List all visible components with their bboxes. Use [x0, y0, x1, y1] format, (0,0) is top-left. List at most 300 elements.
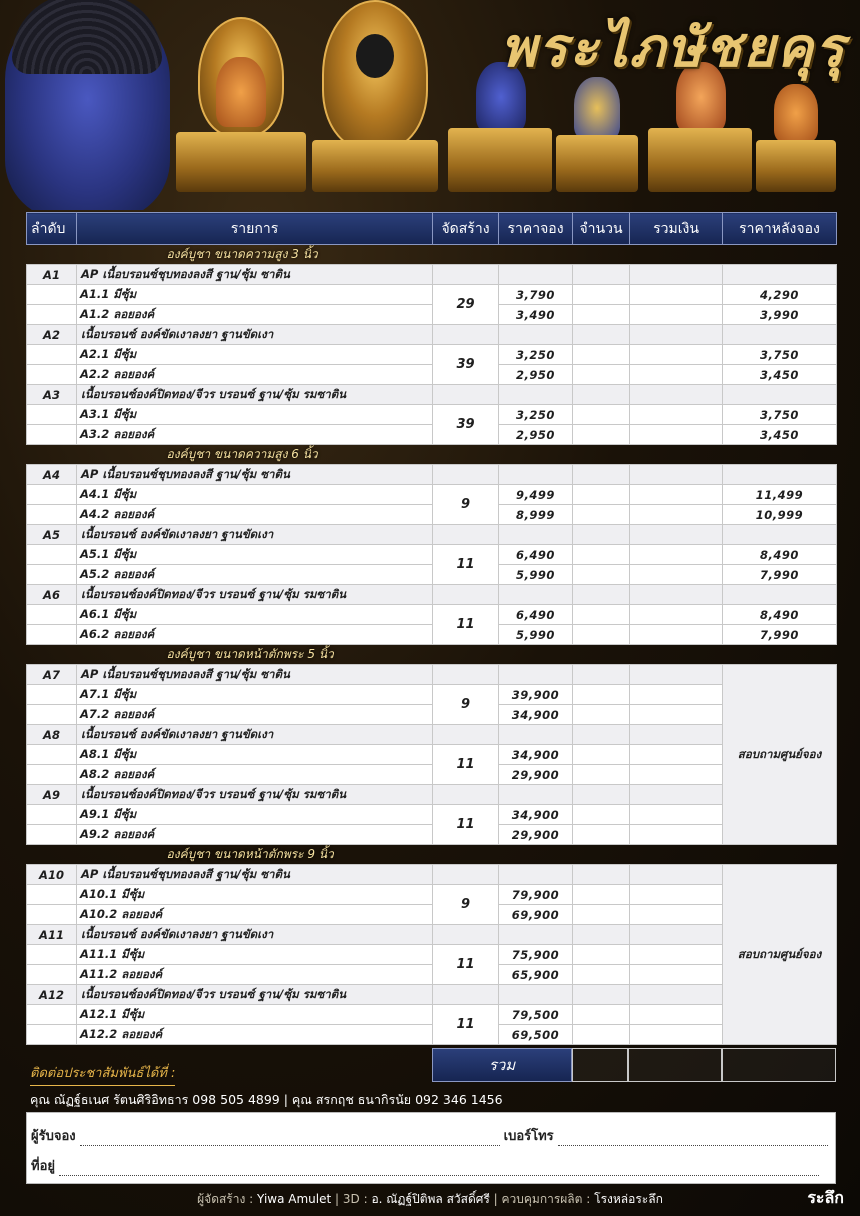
receiver-label: ผู้รับจอง — [31, 1129, 76, 1144]
quantity-field[interactable] — [573, 965, 630, 985]
item-name: เนื้อบรอนซ์ องค์ขัดเงาลงยา ฐานขัดเงา — [77, 525, 433, 545]
phone-field[interactable] — [558, 1132, 828, 1146]
empty-cell — [573, 925, 630, 945]
created-quantity: 9 — [433, 485, 499, 525]
sub-item-name: A4.1 มีซุ้ม — [77, 485, 433, 505]
sub-item-name: A8.2 ลอยองค์ — [77, 765, 433, 785]
empty-cell — [27, 745, 77, 765]
header-after-price: ราคาหลังจอง — [723, 213, 837, 245]
empty-cell — [630, 865, 723, 885]
item-header-row — [27, 665, 837, 685]
quantity-field[interactable] — [573, 745, 630, 765]
item-code: A7 — [27, 665, 77, 685]
item-name: AP เนื้อบรอนซ์ชุบทองลงสี ฐาน/ซุ้ม ซาติน — [77, 665, 433, 685]
table-row — [27, 425, 837, 445]
empty-cell — [630, 465, 723, 485]
empty-cell — [27, 1005, 77, 1025]
ask-center-note: สอบถามศูนย์จอง — [723, 665, 837, 845]
created-quantity: 11 — [433, 945, 499, 985]
empty-cell — [573, 525, 630, 545]
empty-cell — [433, 265, 499, 285]
empty-cell — [630, 525, 723, 545]
table-row — [27, 505, 837, 525]
empty-cell — [630, 325, 723, 345]
item-name: เนื้อบรอนซ์ องค์ขัดเงาลงยา ฐานขัดเงา — [77, 925, 433, 945]
quantity-field[interactable] — [573, 405, 630, 425]
preorder-price: 29,900 — [499, 825, 573, 845]
amount-field[interactable] — [630, 485, 723, 505]
section-title-row — [27, 645, 837, 665]
total-after-field — [722, 1048, 836, 1082]
table-header — [27, 213, 837, 245]
page-title: พระไภษัชยคุรุ — [500, 15, 846, 79]
amount-field[interactable] — [630, 905, 723, 925]
empty-cell — [27, 345, 77, 365]
amount-field[interactable] — [630, 405, 723, 425]
empty-cell — [499, 385, 573, 405]
empty-cell — [27, 605, 77, 625]
total-amount-field[interactable] — [628, 1048, 722, 1082]
item-code: A5 — [27, 525, 77, 545]
foundry-logo: ระลึก — [807, 1188, 844, 1207]
amount-field[interactable] — [630, 1005, 723, 1025]
quantity-field[interactable] — [573, 425, 630, 445]
empty-cell — [27, 405, 77, 425]
header-preorder-price: ราคาจอง — [499, 213, 573, 245]
quantity-field[interactable] — [573, 705, 630, 725]
created-quantity: 11 — [433, 745, 499, 785]
quantity-field[interactable] — [573, 285, 630, 305]
production-name: โรงหล่อระลึก — [594, 1192, 663, 1206]
empty-cell — [27, 825, 77, 845]
empty-cell — [27, 625, 77, 645]
sub-item-name: A6.1 มีซุ้ม — [77, 605, 433, 625]
item-code: A8 — [27, 725, 77, 745]
preorder-price: 2,950 — [499, 425, 573, 445]
sub-item-name: A11.2 ลอยองค์ — [77, 965, 433, 985]
receiver-row — [31, 1125, 832, 1146]
table-row — [27, 805, 837, 825]
empty-cell — [27, 1025, 77, 1045]
buddha-hair-image — [12, 0, 162, 74]
preorder-price: 34,900 — [499, 705, 573, 725]
quantity-field[interactable] — [573, 485, 630, 505]
amount-field[interactable] — [630, 305, 723, 325]
section-title: องค์บูชา ขนาดความสูง 3 นิ้ว — [166, 247, 318, 261]
section-title: องค์บูชา ขนาดความสูง 6 นิ้ว — [166, 447, 318, 461]
preorder-price: 2,950 — [499, 365, 573, 385]
item-code: A1 — [27, 265, 77, 285]
empty-cell — [630, 925, 723, 945]
sub-item-name: A9.1 มีซุ้ม — [77, 805, 433, 825]
table-row — [27, 625, 837, 645]
preorder-price: 29,900 — [499, 765, 573, 785]
item-name: AP เนื้อบรอนซ์ชุบทองลงสี ฐาน/ซุ้ม ซาติน — [77, 265, 433, 285]
amount-field[interactable] — [630, 885, 723, 905]
item-name: เนื้อบรอนซ์ องค์ขัดเงาลงยา ฐานขัดเงา — [77, 725, 433, 745]
amount-field[interactable] — [630, 745, 723, 765]
after-price: 4,290 — [723, 285, 837, 305]
empty-cell — [27, 685, 77, 705]
amount-field[interactable] — [630, 425, 723, 445]
empty-cell — [499, 525, 573, 545]
preorder-price: 79,900 — [499, 885, 573, 905]
quantity-field[interactable] — [573, 1005, 630, 1025]
item-code: A6 — [27, 585, 77, 605]
footer-credits: ผู้จัดสร้าง : Yiwa Amulet | 3D : อ. ณัฏฐ์ปิติพล สวัสดิ์ศรี | ควบคุมการผลิต : โรงหล่อระลึก — [197, 1192, 663, 1206]
preorder-price: 8,999 — [499, 505, 573, 525]
amount-field[interactable] — [630, 705, 723, 725]
amount-field[interactable] — [630, 685, 723, 705]
empty-cell — [433, 785, 499, 805]
empty-cell — [499, 725, 573, 745]
empty-cell — [27, 305, 77, 325]
item-code: A12 — [27, 985, 77, 1005]
sub-item-name: A1.2 ลอยองค์ — [77, 305, 433, 325]
empty-cell — [723, 525, 837, 545]
table-row — [27, 905, 837, 925]
empty-cell — [573, 325, 630, 345]
empty-cell — [27, 545, 77, 565]
quantity-field[interactable] — [573, 945, 630, 965]
item-name: AP เนื้อบรอนซ์ชุบทองลงสี ฐาน/ซุ้ม ซาติน — [77, 865, 433, 885]
after-price: 3,450 — [723, 365, 837, 385]
empty-cell — [27, 485, 77, 505]
item-header-row — [27, 725, 837, 745]
table-row — [27, 485, 837, 505]
item-header-row — [27, 985, 837, 1005]
empty-cell — [27, 365, 77, 385]
amount-field[interactable] — [630, 365, 723, 385]
sub-item-name: A10.2 ลอยองค์ — [77, 905, 433, 925]
empty-cell — [573, 385, 630, 405]
empty-cell — [27, 945, 77, 965]
item-header-row — [27, 465, 837, 485]
table-row — [27, 685, 837, 705]
empty-cell — [433, 985, 499, 1005]
amount-field[interactable] — [630, 945, 723, 965]
empty-cell — [723, 585, 837, 605]
item-header-row — [27, 585, 837, 605]
header-order: ลำดับ — [27, 213, 77, 245]
preorder-price: 6,490 — [499, 605, 573, 625]
price-table — [26, 212, 836, 1045]
creator-label: ผู้จัดสร้าง : — [197, 1192, 254, 1206]
sub-item-name: A8.1 มีซุ้ม — [77, 745, 433, 765]
empty-cell — [27, 285, 77, 305]
preorder-price: 3,250 — [499, 345, 573, 365]
creator-name: Yiwa Amulet — [257, 1192, 332, 1206]
preorder-price: 39,900 — [499, 685, 573, 705]
empty-cell — [433, 465, 499, 485]
quantity-field[interactable] — [573, 605, 630, 625]
after-price: 10,999 — [723, 505, 837, 525]
sub-item-name: A1.1 มีซุ้ม — [77, 285, 433, 305]
amount-field[interactable] — [630, 765, 723, 785]
production-label: ควบคุมการผลิต : — [501, 1192, 591, 1206]
empty-cell — [723, 265, 837, 285]
empty-cell — [630, 385, 723, 405]
statue-image-1 — [176, 17, 306, 192]
header-item: รายการ — [77, 213, 433, 245]
section-title-row — [27, 445, 837, 465]
item-name: เนื้อบรอนซ์องค์ปิดทอง/จีวร บรอนซ์ ฐาน/ซุ้ม รมซาติน — [77, 985, 433, 1005]
order-form — [26, 1112, 836, 1184]
quantity-field[interactable] — [573, 885, 630, 905]
statue-image-6 — [756, 84, 836, 192]
preorder-price: 9,499 — [499, 485, 573, 505]
empty-cell — [27, 565, 77, 585]
item-name: เนื้อบรอนซ์ องค์ขัดเงาลงยา ฐานขัดเงา — [77, 325, 433, 345]
sub-item-name: A6.2 ลอยองค์ — [77, 625, 433, 645]
created-quantity: 11 — [433, 545, 499, 585]
receiver-field[interactable] — [80, 1132, 500, 1146]
section-title-row — [27, 845, 837, 865]
sub-item-name: A7.2 ลอยองค์ — [77, 705, 433, 725]
quantity-field[interactable] — [573, 1025, 630, 1045]
quantity-field[interactable] — [573, 505, 630, 525]
empty-cell — [499, 665, 573, 685]
created-quantity: 11 — [433, 605, 499, 645]
amount-field[interactable] — [630, 285, 723, 305]
created-quantity: 11 — [433, 805, 499, 845]
empty-cell — [630, 585, 723, 605]
header-quantity: จำนวน — [573, 213, 630, 245]
quantity-field[interactable] — [573, 765, 630, 785]
empty-cell — [433, 385, 499, 405]
amount-field[interactable] — [630, 825, 723, 845]
empty-cell — [573, 265, 630, 285]
sub-item-name: A5.1 มีซุ้ม — [77, 545, 433, 565]
empty-cell — [573, 665, 630, 685]
quantity-field[interactable] — [573, 565, 630, 585]
preorder-price: 69,500 — [499, 1025, 573, 1045]
sub-item-name: A3.1 มีซุ้ม — [77, 405, 433, 425]
item-code: A11 — [27, 925, 77, 945]
quantity-field[interactable] — [573, 685, 630, 705]
preorder-price: 5,990 — [499, 625, 573, 645]
sub-item-name: A10.1 มีซุ้ม — [77, 885, 433, 905]
after-price: 11,499 — [723, 485, 837, 505]
empty-cell — [27, 765, 77, 785]
preorder-price: 6,490 — [499, 545, 573, 565]
empty-cell — [573, 585, 630, 605]
empty-cell — [630, 725, 723, 745]
empty-cell — [573, 865, 630, 885]
section-title: องค์บูชา ขนาดหน้าตักพระ 5 นิ้ว — [166, 647, 334, 661]
table-row — [27, 605, 837, 625]
empty-cell — [573, 465, 630, 485]
design-label: 3D : — [342, 1192, 368, 1206]
preorder-price: 5,990 — [499, 565, 573, 585]
sub-item-name: A7.1 มีซุ้ม — [77, 685, 433, 705]
address-row — [31, 1155, 823, 1176]
item-header-row — [27, 925, 837, 945]
contact-line: คุณ ณัฏฐ์ธเนศ รัตนศิริอิทธาร 098 505 4899 | คุณ สรกฤช ธนากิรนัย 092 346 1456 — [30, 1092, 503, 1107]
created-quantity: 9 — [433, 685, 499, 725]
quantity-field[interactable] — [573, 905, 630, 925]
sub-item-name: A12.1 มีซุ้ม — [77, 1005, 433, 1025]
empty-cell — [433, 325, 499, 345]
section-title: องค์บูชา ขนาดหน้าตักพระ 9 นิ้ว — [166, 847, 334, 861]
empty-cell — [723, 465, 837, 485]
sub-item-name: A3.2 ลอยองค์ — [77, 425, 433, 445]
empty-cell — [573, 785, 630, 805]
table-row — [27, 1005, 837, 1025]
table-row — [27, 305, 837, 325]
item-header-row — [27, 525, 837, 545]
preorder-price: 34,900 — [499, 805, 573, 825]
empty-cell — [433, 525, 499, 545]
table-row — [27, 405, 837, 425]
table-row — [27, 765, 837, 785]
table-row — [27, 345, 837, 365]
after-price: 7,990 — [723, 625, 837, 645]
item-code: A2 — [27, 325, 77, 345]
table-row — [27, 565, 837, 585]
item-code: A4 — [27, 465, 77, 485]
item-header-row — [27, 265, 837, 285]
preorder-price: 3,790 — [499, 285, 573, 305]
table-row — [27, 945, 837, 965]
address-label: ที่อยู่ — [31, 1159, 55, 1174]
empty-cell — [499, 465, 573, 485]
amount-field[interactable] — [630, 625, 723, 645]
contact-label: ติดต่อประชาสัมพันธ์ได้ที่ : — [30, 1062, 175, 1086]
total-quantity-field[interactable] — [572, 1048, 628, 1082]
ask-center-note: สอบถามศูนย์จอง — [723, 865, 837, 1045]
quantity-field[interactable] — [573, 805, 630, 825]
empty-cell — [27, 885, 77, 905]
empty-cell — [27, 705, 77, 725]
after-price: 3,750 — [723, 405, 837, 425]
preorder-price: 69,900 — [499, 905, 573, 925]
header-created: จัดสร้าง — [433, 213, 499, 245]
empty-cell — [630, 665, 723, 685]
amount-field[interactable] — [630, 1025, 723, 1045]
sub-item-name: A2.2 ลอยองค์ — [77, 365, 433, 385]
after-price: 7,990 — [723, 565, 837, 585]
empty-cell — [27, 425, 77, 445]
empty-cell — [433, 585, 499, 605]
amount-field[interactable] — [630, 965, 723, 985]
created-quantity: 39 — [433, 345, 499, 385]
statue-image-4 — [556, 77, 638, 192]
item-name: เนื้อบรอนซ์องค์ปิดทอง/จีวร บรอนซ์ ฐาน/ซุ้ม รมซาติน — [77, 585, 433, 605]
quantity-field[interactable] — [573, 545, 630, 565]
sub-item-name: A12.2 ลอยองค์ — [77, 1025, 433, 1045]
created-quantity: 39 — [433, 405, 499, 445]
table-row — [27, 825, 837, 845]
item-code: A9 — [27, 785, 77, 805]
table-row — [27, 745, 837, 765]
after-price: 8,490 — [723, 605, 837, 625]
amount-field[interactable] — [630, 505, 723, 525]
quantity-field[interactable] — [573, 305, 630, 325]
table-row — [27, 365, 837, 385]
item-header-row — [27, 785, 837, 805]
empty-cell — [433, 665, 499, 685]
phone-label: เบอร์โทร — [503, 1129, 554, 1144]
after-price: 3,750 — [723, 345, 837, 365]
created-quantity: 11 — [433, 1005, 499, 1045]
empty-cell — [499, 985, 573, 1005]
sub-item-name: A9.2 ลอยองค์ — [77, 825, 433, 845]
empty-cell — [27, 905, 77, 925]
after-price: 3,450 — [723, 425, 837, 445]
empty-cell — [499, 325, 573, 345]
section-title-row — [27, 245, 837, 265]
item-header-row — [27, 325, 837, 345]
quantity-field[interactable] — [573, 625, 630, 645]
empty-cell — [723, 325, 837, 345]
after-price: 3,990 — [723, 305, 837, 325]
empty-cell — [630, 265, 723, 285]
quantity-field[interactable] — [573, 345, 630, 365]
empty-cell — [499, 785, 573, 805]
empty-cell — [27, 505, 77, 525]
empty-cell — [499, 265, 573, 285]
created-quantity: 9 — [433, 885, 499, 925]
item-header-row — [27, 865, 837, 885]
table-row — [27, 285, 837, 305]
sub-item-name: A4.2 ลอยองค์ — [77, 505, 433, 525]
empty-cell — [573, 985, 630, 1005]
empty-cell — [723, 385, 837, 405]
preorder-price: 75,900 — [499, 945, 573, 965]
table-row — [27, 885, 837, 905]
preorder-price: 34,900 — [499, 745, 573, 765]
item-name: AP เนื้อบรอนซ์ชุบทองลงสี ฐาน/ซุ้ม ซาติน — [77, 465, 433, 485]
empty-cell — [499, 925, 573, 945]
created-quantity: 29 — [433, 285, 499, 325]
preorder-price: 3,490 — [499, 305, 573, 325]
empty-cell — [433, 725, 499, 745]
preorder-price: 65,900 — [499, 965, 573, 985]
amount-field[interactable] — [630, 565, 723, 585]
item-name: เนื้อบรอนซ์องค์ปิดทอง/จีวร บรอนซ์ ฐาน/ซุ้ม รมซาติน — [77, 385, 433, 405]
table-row — [27, 705, 837, 725]
amount-field[interactable] — [630, 545, 723, 565]
header-total: รวมเงิน — [630, 213, 723, 245]
item-name: เนื้อบรอนซ์องค์ปิดทอง/จีวร บรอนซ์ ฐาน/ซุ้ม รมซาติน — [77, 785, 433, 805]
quantity-field[interactable] — [573, 825, 630, 845]
empty-cell — [499, 585, 573, 605]
sub-item-name: A2.1 มีซุ้ม — [77, 345, 433, 365]
total-label: รวม — [432, 1048, 572, 1082]
preorder-price: 3,250 — [499, 405, 573, 425]
empty-cell — [27, 965, 77, 985]
empty-cell — [630, 985, 723, 1005]
preorder-price: 79,500 — [499, 1005, 573, 1025]
statue-image-2 — [312, 0, 438, 192]
table-row — [27, 1025, 837, 1045]
item-code: A3 — [27, 385, 77, 405]
table-row — [27, 545, 837, 565]
empty-cell — [433, 925, 499, 945]
amount-field[interactable] — [630, 605, 723, 625]
amount-field[interactable] — [630, 345, 723, 365]
design-name: อ. ณัฏฐ์ปิติพล สวัสดิ์ศรี — [371, 1192, 490, 1206]
sub-item-name: A5.2 ลอยองค์ — [77, 565, 433, 585]
amount-field[interactable] — [630, 805, 723, 825]
empty-cell — [499, 865, 573, 885]
sub-item-name: A11.1 มีซุ้ม — [77, 945, 433, 965]
item-code: A10 — [27, 865, 77, 885]
empty-cell — [573, 725, 630, 745]
quantity-field[interactable] — [573, 365, 630, 385]
address-field[interactable] — [59, 1162, 819, 1176]
